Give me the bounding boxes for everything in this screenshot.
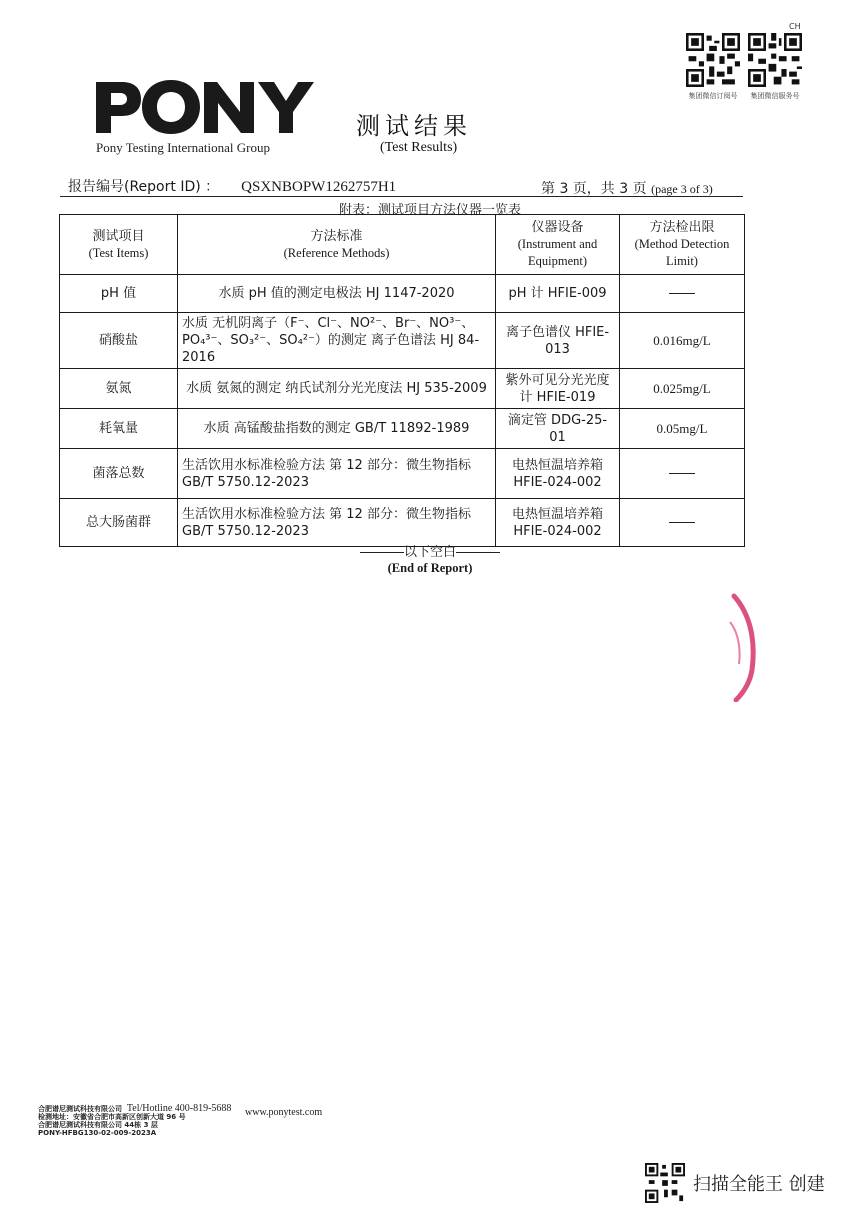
- header-reference-methods: 方法标准 (Reference Methods): [178, 215, 496, 275]
- cell-instrument: 电热恒温培养箱 HFIE-024-002: [496, 499, 620, 547]
- cell-limit: 0.016mg/L: [620, 313, 745, 369]
- cell-method: 水质 无机阴离子（F⁻、Cl⁻、NO²⁻、Br⁻、NO³⁻、PO₄³⁻、SO₃²⁻、SO₄²⁻）的测定 离子色谱法 HJ 84-2016: [178, 313, 496, 369]
- cell-limit: [620, 449, 745, 499]
- qr-code-icon: [748, 33, 802, 87]
- header-instrument: 仪器设备 (Instrument and Equipment): [496, 215, 620, 275]
- footer-contact: [38, 1105, 231, 1137]
- qr-caption: 集团微信服务号: [750, 92, 800, 100]
- page-title: 测试结果: [356, 112, 472, 140]
- cell-limit: 0.05mg/L: [620, 409, 745, 449]
- dash-mark: [669, 473, 695, 474]
- cell-item: 总大肠菌群: [60, 499, 178, 547]
- table-row: [60, 409, 745, 449]
- pony-logo-icon: [96, 78, 322, 136]
- end-marker: [0, 541, 860, 560]
- footer-line: 检测地址：安徽省合肥市高新区创新大道 96 号: [38, 1113, 186, 1121]
- cell-item: 耗氧量: [60, 409, 178, 449]
- end-marker-en: (End of Report): [387, 561, 473, 575]
- page-indicator-en: (page 3 of 3): [651, 182, 713, 196]
- dash-mark: [669, 293, 695, 294]
- page-indicator: [541, 178, 713, 198]
- end-marker-cn: 以下空白: [403, 545, 456, 560]
- cell-limit: 0.025mg/L: [620, 369, 745, 409]
- qr-wechat-subscribe: [686, 33, 748, 101]
- header-divider: [60, 196, 743, 197]
- table-row: [60, 499, 745, 547]
- cell-item: 氨氮: [60, 369, 178, 409]
- cell-method: 水质 pH 值的测定电极法 HJ 1147-2020: [178, 275, 496, 313]
- table-header-row: [60, 215, 745, 275]
- qr-code-icon: [645, 1163, 685, 1203]
- table-row: [60, 313, 745, 369]
- page-title-en: (Test Results): [380, 140, 458, 155]
- cell-method: 生活饮用水标准检验方法 第 12 部分：微生物指标 GB/T 5750.12-2023: [178, 499, 496, 547]
- pony-logo: [96, 78, 322, 140]
- footer-line: 合肥谱尼测试科技有限公司: [38, 1105, 122, 1113]
- seal-stamp-icon: [728, 592, 756, 702]
- scanner-watermark: 扫描全能王 创建: [693, 1174, 825, 1195]
- test-methods-table: [59, 214, 745, 547]
- qr-wechat-service: [748, 33, 810, 101]
- cell-instrument: pH 计 HFIE-009: [496, 275, 620, 313]
- cell-item: 硝酸盐: [60, 313, 178, 369]
- report-id: [68, 176, 396, 196]
- cell-method: 水质 氨氮的测定 纳氏试剂分光光度法 HJ 535-2009: [178, 369, 496, 409]
- cell-method: 水质 高锰酸盐指数的测定 GB/T 11892-1989: [178, 409, 496, 449]
- qr-code-icon: [686, 33, 740, 87]
- report-id-value: QSXNBOPW1262757H1: [241, 179, 397, 195]
- header-test-items: 测试项目 (Test Items): [60, 215, 178, 275]
- qr-caption: 集团微信订阅号: [688, 92, 738, 100]
- cell-instrument: 离子色谱仪 HFIE-013: [496, 313, 620, 369]
- cell-instrument: 紫外可见分光光度计 HFIE-019: [496, 369, 620, 409]
- appendix-title: 附表：测试项目方法仪器一览表: [338, 203, 521, 218]
- dash-mark: [669, 522, 695, 523]
- footer-website: www.ponytest.com: [245, 1107, 323, 1118]
- footer-line: PONY-HFBG130-02-009-2023A: [38, 1129, 157, 1137]
- table-row: [60, 275, 745, 313]
- seal-stamp: [728, 592, 756, 702]
- cell-instrument: 滴定管 DDG-25-01: [496, 409, 620, 449]
- cell-item: 菌落总数: [60, 449, 178, 499]
- cell-instrument: 电热恒温培养箱 HFIE-024-002: [496, 449, 620, 499]
- cell-item: pH 值: [60, 275, 178, 313]
- table-row: [60, 449, 745, 499]
- report-id-label: 报告编号(Report ID) ：: [68, 179, 220, 195]
- header-detection-limit: 方法检出限 (Method Detection Limit): [620, 215, 745, 275]
- table-row: [60, 369, 745, 409]
- footer-hotline: Tel/Hotline 400-819-5688: [126, 1103, 232, 1114]
- page-indicator-cn: 第 3 页，共 3 页: [541, 181, 647, 197]
- cell-limit: [620, 275, 745, 313]
- footer-line: 合肥谱尼测试科技有限公司 44栋 3 层: [38, 1121, 158, 1129]
- corner-mark: CH: [789, 22, 801, 31]
- cell-method: 生活饮用水标准检验方法 第 12 部分：微生物指标 GB/T 5750.12-2023: [178, 449, 496, 499]
- cell-limit: [620, 499, 745, 547]
- brand-tagline: Pony Testing International Group: [96, 140, 270, 155]
